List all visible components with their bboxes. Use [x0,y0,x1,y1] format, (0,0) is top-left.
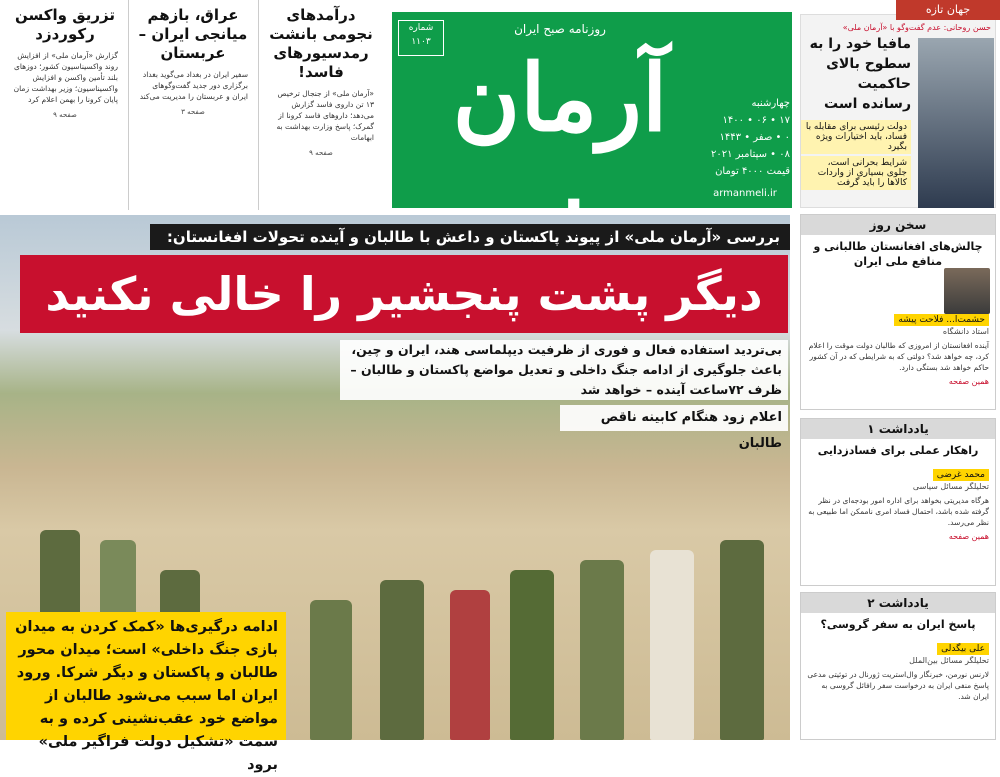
photo-figure [510,570,554,740]
story-line: شرایط بحرانی است، جلوی بسیاری از واردات کالاها را باید گرفت [801,156,911,190]
issue-number: ۱۱۰۳ [411,37,431,47]
photo-figure [310,600,352,740]
date-qamari: ۰ • صفر • ۱۴۴۳ [719,132,790,143]
photo-figure [720,540,764,740]
opinion-text: لارنس نورمن، خبرنگار وال‌استریت ژورنال در توئیتی مدعی پاسخ منفی ایران به درخواست سفر رافائل گروسی به ایران شد. [807,670,989,701]
photo-figure [380,580,424,740]
author-role: تحلیلگر مسائل سیاسی [912,482,989,491]
date-shamsi: ۱۷ • ۰۶ • ۱۴۰۰ [722,115,790,126]
newspaper-logo[interactable]: آرمان [452,44,668,152]
opinion-box-3[interactable] [800,592,996,740]
tagline: روزنامه صبح ایران [514,22,606,36]
main-headline[interactable]: دیگر پشت پنجشیر را خالی نکنید [20,255,788,333]
divider [258,0,259,210]
author-photo [944,268,990,314]
story-kicker: حسن روحانی: عدم گفت‌وگو با «آرمان ملی» [842,23,991,32]
story-title: مافیا خود را به سطوح بالای حاکمیت رسانده است [809,36,911,112]
more-link[interactable]: همین صفحه [948,532,989,541]
opinion-text: هرگاه مدیریتی بخواهد برای اداره امور بودجه‌ای در نظر گرفته شده باشد، احتمال فساد امری ناممکن اما طبیعی به نظر می‌رسد. [808,496,989,527]
portrait-photo [918,38,994,208]
price: قیمت ۴۰۰۰ تومان [715,166,790,177]
teaser-text: سفیر ایران در بغداد می‌گوید بغداد برگزاری دور جدید گفت‌وگوهای ایران و عربستان را مدیریت می‌کند [139,70,248,101]
teaser-drugs[interactable] [262,0,380,210]
author-name: حشمت‌ا... فلاحت پیشه [894,314,989,326]
teaser-vaccine[interactable] [6,0,124,210]
opinion-box-2[interactable] [800,418,996,586]
teaser-page: صفحه ۳ [181,108,205,116]
section-label: یادداشت ۲ [801,593,995,613]
issue-label: شماره [408,23,434,33]
teaser-text: «آرمان ملی» از جنجال ترخیص ۱۳ تن داروی فاسد گزارش می‌دهد؛ داروهای فاسد کرونا از گمرک؛ پاسخ وزارت بهداشت به ابهامات [276,89,374,142]
author-role: استاد دانشگاه [942,327,989,336]
date-block [700,95,790,180]
section-label: یادداشت ۱ [801,419,995,439]
main-kicker: بررسی «آرمان ملی» از پیوند پاکستان و داعش با طالبان و آینده تحولات افغانستان: [150,224,790,250]
website-link[interactable]: armanmeli.ir [713,188,777,199]
opinion-title: پاسخ ایران به سفر گروسی؟ [820,618,976,631]
section-label: سخن روز [801,215,995,235]
opinion-title: چالش‌های افغانستان طالبانی و منافع ملی ایران [813,240,983,268]
author-role: تحلیلگر مسائل بین‌الملل [909,656,989,665]
date-gregorian: ۰۸ • سپتامبر ۲۰۲۱ [710,149,790,160]
main-subhead: بی‌تردید استفاده فعال و فوری از ظرفیت دیپلماسی هند، ایران و چین، باعث جلوگیری از ادامه جنگ داخلی و تعدیل مواضع پاکستان و طالبان – ظرف ۷۲ساعت آینده – خواهد شد [340,340,788,400]
main-subhead-2: اعلام زود هنگام کابینه ناقص طالبان [560,405,788,431]
weekday: چهارشنبه [751,98,790,109]
opinion-title: راهکار عملی برای فسادزدایی [817,444,979,457]
teaser-title: درآمدهای نجومی بانشت رمدسیورهای فاسد! [269,6,373,81]
teaser-text: گزارش «آرمان ملی» از افزایش روند واکسیناسیون کشور؛ دوزهای بلند تأمین واکسن و افزایش واکسیناسیون؛ وزیر بهداشت زمان پایان کرونا را بهمن اعلام کرد [13,51,118,104]
author-name: علی بیگدلی [937,643,989,655]
more-link[interactable]: همین صفحه [948,377,989,386]
teaser-page: صفحه ۹ [309,149,333,157]
teaser-page: صفحه ۹ [53,111,77,119]
brand-tag: جهان تازه [896,0,1000,20]
divider [128,0,129,210]
teaser-title: عراق، بازهم میانجی ایران – عربستان [138,6,248,62]
teaser-iraq[interactable] [132,0,254,210]
opinion-text: آینده افغانستان از امروزی که طالبان دولت موقت را اعلام کرد، چه خواهد شد؟ دولتی که به شرایطی که در آن کشور حاکم خواهد شد بستگی دارد. [808,341,989,372]
quote-box: ادامه درگیری‌ها «کمک کردن به میدان بازی جنگ داخلی» است؛ میدان محور طالبان و پاکستان و دیگر شرکا. ورود ایران اما سبب می‌شود طالبان از مواضع خود عقب‌نشینی کرده و به سمت «تشکیل دولت فراگیر ملی» برود [6,612,286,740]
photo-figure [650,550,694,740]
teaser-title: تزریق واکسن رکوردزد [15,6,115,43]
story-line: دولت رئیسی برای مقابله با فساد، باید اختیارات ویژه بگیرد [801,120,911,154]
photo-figure [450,590,490,740]
photo-figure [580,560,624,740]
author-name: محمد غرضی [933,469,989,481]
